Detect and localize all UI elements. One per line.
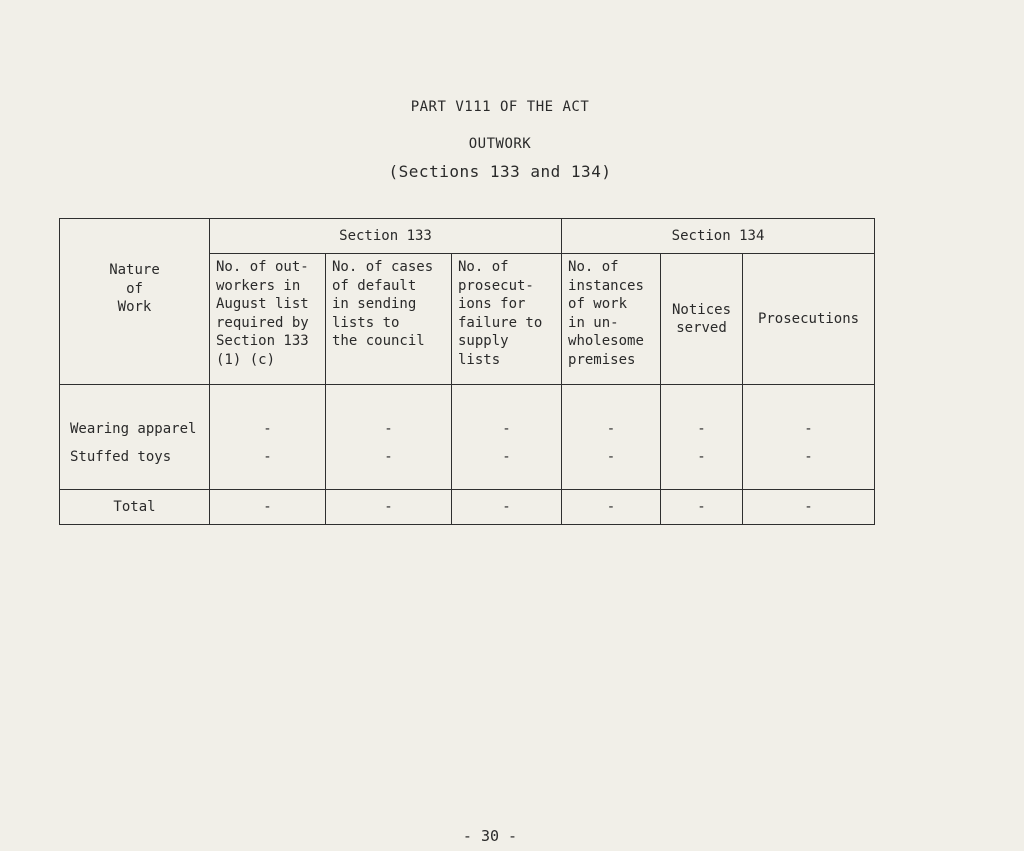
prosecutions-failure-header: No. of prosecut- ions for failure to supply lists: [452, 254, 562, 385]
table-cell: -: [661, 385, 743, 446]
nature-of-work-header: Nature of Work: [60, 219, 210, 385]
table-cell: -: [743, 445, 875, 490]
section-134-header: Section 134: [562, 219, 875, 254]
table-cell: -: [452, 490, 562, 525]
total-row: [60, 490, 875, 525]
notices-served-header: Notices served: [661, 254, 743, 385]
table-cell: -: [326, 490, 452, 525]
group-header-row: [60, 219, 875, 254]
table-cell: -: [661, 490, 743, 525]
table-cell: -: [210, 445, 326, 490]
table-cell: -: [210, 490, 326, 525]
table-cell: -: [326, 445, 452, 490]
title-sections: (Sections 133 and 134): [388, 162, 612, 181]
title-part: PART V111 OF THE ACT: [410, 99, 590, 115]
table-row: [60, 385, 875, 446]
unwholesome-instances-header: No. of instances of work in un- wholesome premises: [562, 254, 661, 385]
total-label: Total: [60, 490, 210, 525]
table-cell: -: [661, 445, 743, 490]
table-cell: -: [562, 385, 661, 446]
table-cell: -: [452, 445, 562, 490]
table-cell: -: [452, 385, 562, 446]
outwork-table: [59, 218, 875, 525]
table-cell: -: [743, 490, 875, 525]
table-cell: -: [210, 385, 326, 446]
table-cell: -: [562, 445, 661, 490]
row-label: Wearing apparel: [60, 385, 210, 446]
prosecutions-header: Prosecutions: [743, 254, 875, 385]
table-cell: -: [562, 490, 661, 525]
default-cases-header: No. of cases of default in sending lists to the council: [326, 254, 452, 385]
row-label: Stuffed toys: [60, 445, 210, 490]
outworkers-header: No. of out- workers in August list required by Section 133 (1) (c): [210, 254, 326, 385]
table-row: [60, 445, 875, 490]
table-cell: -: [743, 385, 875, 446]
title-outwork: OUTWORK: [468, 136, 532, 152]
section-133-header: Section 133: [210, 219, 562, 254]
table-cell: -: [326, 385, 452, 446]
page-number: - 30 -: [462, 827, 518, 845]
